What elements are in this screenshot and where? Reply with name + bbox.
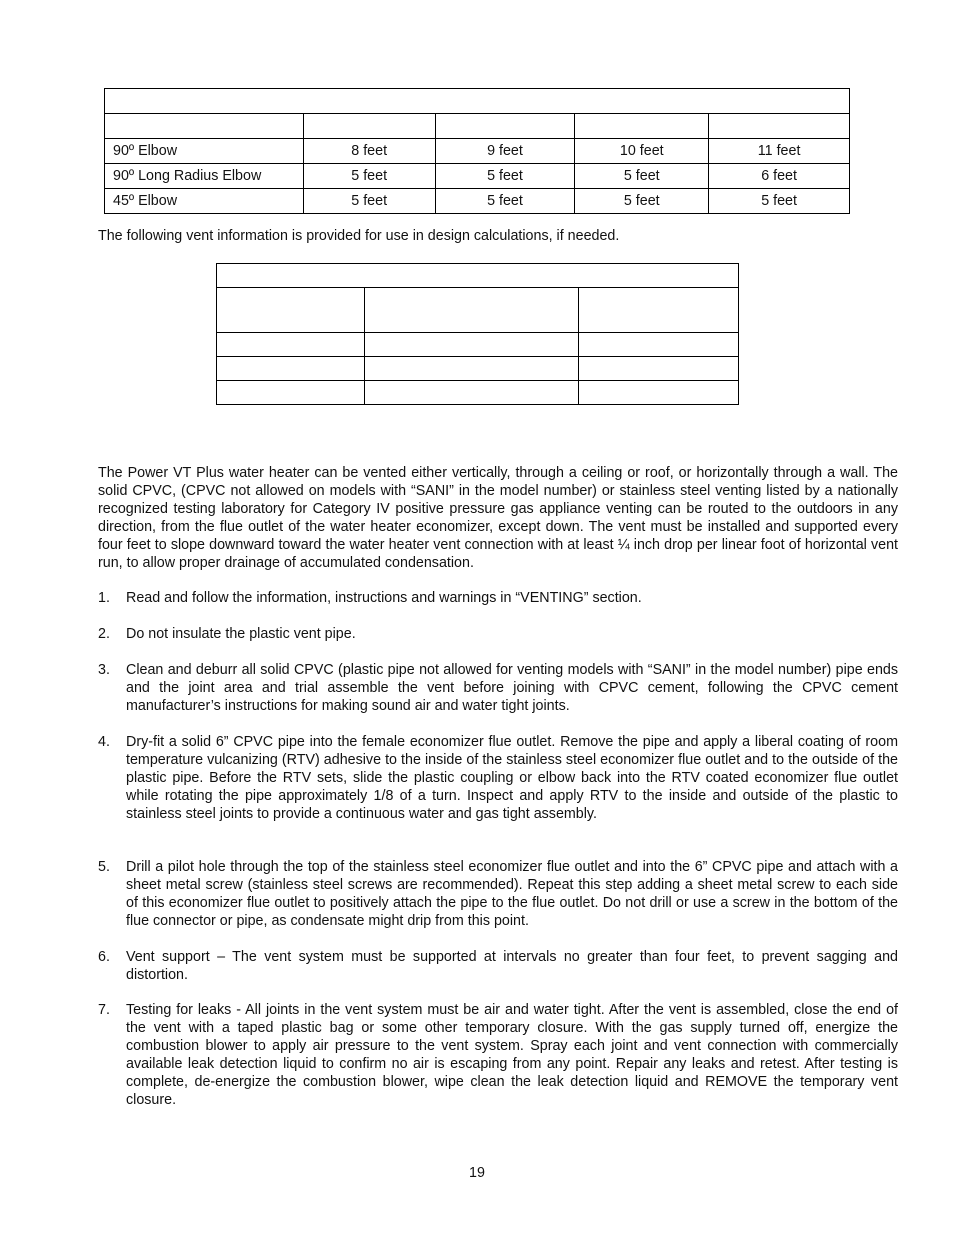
table-cell: 45º Elbow xyxy=(105,189,304,214)
list-number: 5. xyxy=(98,859,110,875)
vent-information-table xyxy=(216,263,739,405)
list-text: Drill a pilot hole through the top of the stainless steel economizer flue outlet and into the 6” CPVC pipe and attach with a sheet metal screw (stainless steel screws are recommended). Repeat this step adding a sheet metal screw to each side of this economizer flue outlet to positively attach the pipe to the flue outlet. Do not drill or use a screw in the bottom of the flue connector or pipe, as condensate might drip from this point. xyxy=(126,859,898,929)
table-cell: 9 feet xyxy=(435,139,575,164)
page-number: 19 xyxy=(469,1165,485,1181)
table-cell: 10 feet xyxy=(575,139,709,164)
list-text: Read and follow the information, instructions and warnings in “VENTING” section. xyxy=(126,590,642,606)
table-row xyxy=(217,381,739,405)
intro-note: The following vent information is provided for use in design calculations, if needed. xyxy=(98,228,620,244)
table-row xyxy=(105,139,850,164)
list-item xyxy=(98,733,898,823)
table-cell: 5 feet xyxy=(435,164,575,189)
table-cell: 5 feet xyxy=(575,189,709,214)
list-number: 1. xyxy=(98,590,110,606)
table-cell: 8 feet xyxy=(303,139,435,164)
table-row xyxy=(105,164,850,189)
list-item xyxy=(98,661,898,715)
list-number: 6. xyxy=(98,949,110,965)
table-title-row xyxy=(217,264,739,288)
list-number: 7. xyxy=(98,1002,110,1018)
table-cell: 90º Elbow xyxy=(105,139,304,164)
body-paragraph: The Power VT Plus water heater can be vented either vertically, through a ceiling or roof, or horizontally through a wall. The solid CPVC, (CPVC not allowed on models with “SANI” in the model number) or stainless steel venting listed by a nationally recognized testing laboratory for Category IV positive pressure gas appliance venting can be routed to the outdoors in any direction, from the flue outlet of the water heater economizer, except down. The vent must be installed and supported every four feet to slope downward toward the water heater vent connection with at least ¼ inch drop per linear foot of horizontal vent run, to allow proper drainage of accumulated condensation. xyxy=(98,465,898,571)
table-header-row xyxy=(105,114,850,139)
list-text: Vent support – The vent system must be supported at intervals no greater than four feet, to prevent sagging and distortion. xyxy=(126,949,898,983)
table-cell: 11 feet xyxy=(709,139,850,164)
list-item xyxy=(98,948,898,984)
list-item xyxy=(98,589,898,607)
list-text: Clean and deburr all solid CPVC (plastic pipe not allowed for venting models with “SANI” in the model number) pipe ends and the joint area and trial assemble the vent before joining with CPVC cement, following the CPVC cement manufacturer’s instructions for making sound air and water tight joints. xyxy=(126,662,898,714)
list-text: Do not insulate the plastic vent pipe. xyxy=(126,626,356,642)
list-number: 4. xyxy=(98,734,110,750)
fittings-equivalent-length-table xyxy=(104,88,850,214)
list-text: Dry-fit a solid 6” CPVC pipe into the female economizer flue outlet. Remove the pipe and apply a liberal coating of room temperature vulcanizing (RTV) adhesive to the inside of the stainless steel economizer flue outlet and to the outside of the plastic pipe. Before the RTV sets, slide the plastic coupling or elbow back into the RTV coated economizer flue outlet while rotating the pipe approximately 1/8 of a turn. Inspect and apply RTV to the inside and outside of the plastic to stainless steel joints to provide a continuous water and gas tight assembly. xyxy=(126,734,898,822)
table-cell: 5 feet xyxy=(575,164,709,189)
table-cell: 5 feet xyxy=(303,164,435,189)
table-row xyxy=(217,357,739,381)
table-cell: 5 feet xyxy=(435,189,575,214)
table-cell: 6 feet xyxy=(709,164,850,189)
table-header-row xyxy=(217,288,739,333)
list-number: 2. xyxy=(98,626,110,642)
list-text: Testing for leaks - All joints in the vent system must be air and water tight. After the vent is assembled, close the end of the vent with a taped plastic bag or some other temporary closure. With the gas supply turned off, energize the combustion blower to apply air pressure to the vent system. Spray each joint and vent connection with commercially available leak detection liquid to confirm no air is escaping from any point. Repair any leaks and retest. After testing is complete, de-energize the combustion blower, wipe clean the leak detection liquid and REMOVE the temporary vent closure. xyxy=(126,1002,898,1108)
list-item xyxy=(98,1001,898,1109)
list-number: 3. xyxy=(98,662,110,678)
table-cell: 5 feet xyxy=(303,189,435,214)
table-row xyxy=(217,333,739,357)
list-item xyxy=(98,625,898,643)
table-cell: 90º Long Radius Elbow xyxy=(105,164,304,189)
table-title-row xyxy=(105,89,850,114)
table-cell: 5 feet xyxy=(709,189,850,214)
list-item xyxy=(98,858,898,930)
table-row xyxy=(105,189,850,214)
